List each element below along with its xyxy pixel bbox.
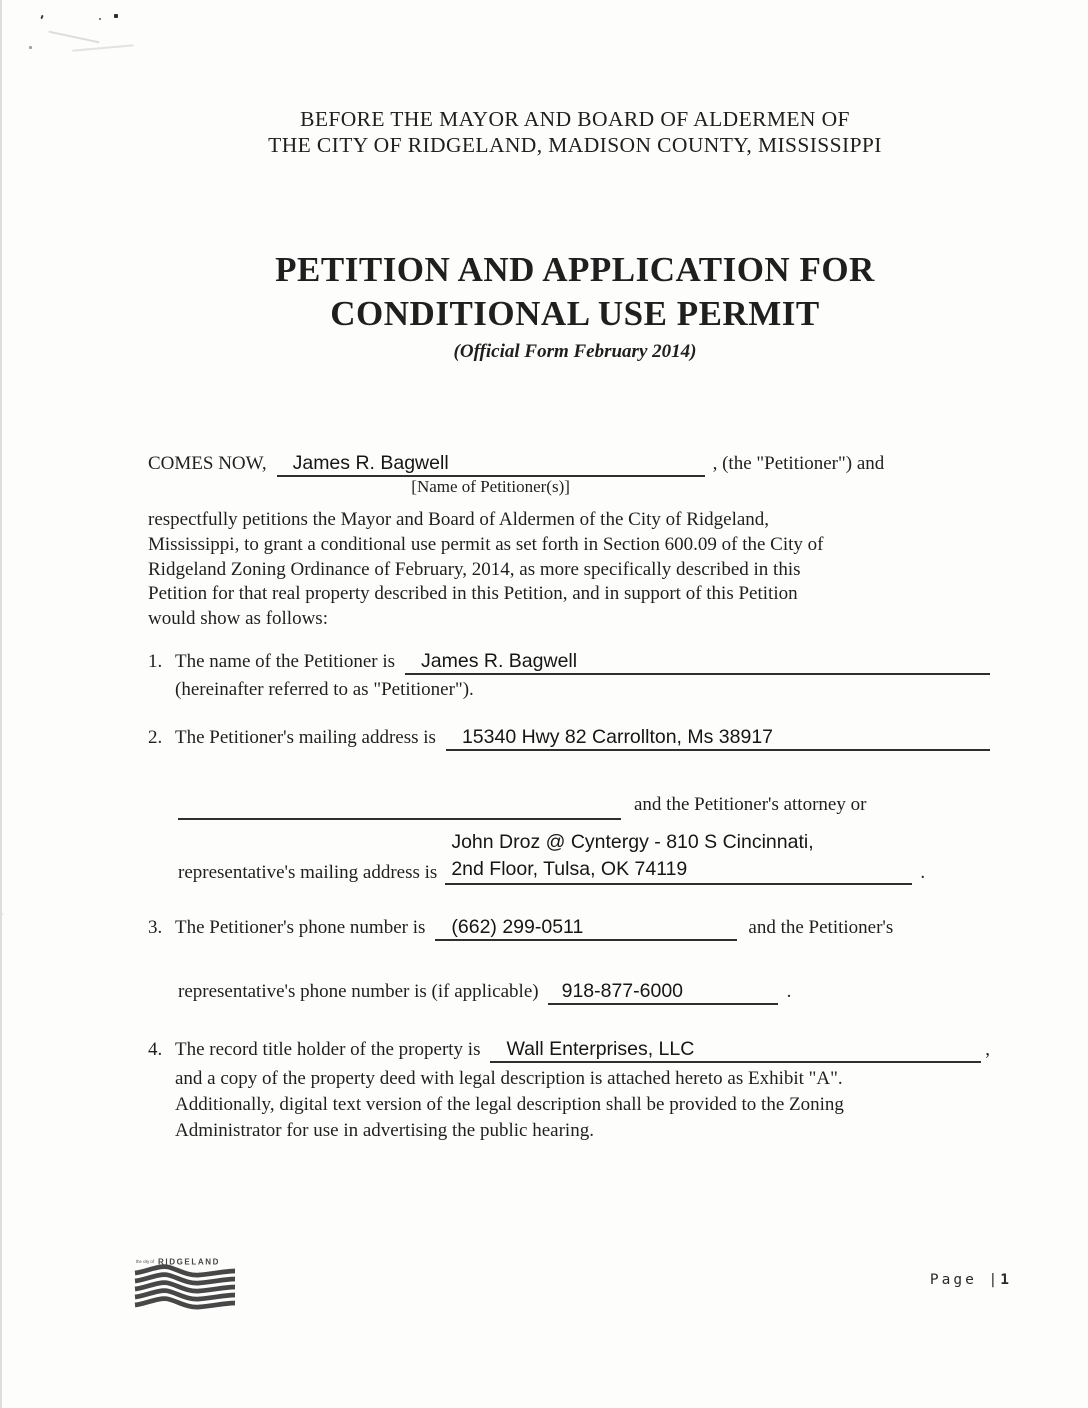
- item-2-label: The Petitioner's mailing address is: [175, 727, 436, 748]
- rep-mailing-label: representative's mailing address is: [178, 862, 438, 883]
- scan-edge-shadow: [0, 0, 2, 1408]
- item-4-number: 4.: [148, 1039, 163, 1060]
- rep-phone-field: [548, 980, 778, 1005]
- scan-artifact: [48, 31, 99, 43]
- item-3-phone-value: (662) 299-0511: [451, 916, 584, 938]
- item-3-connector: and the Petitioner's: [748, 917, 894, 938]
- item-4-record-title-holder: [148, 1038, 990, 1144]
- item-4-holder-field: [490, 1038, 981, 1063]
- title-line1: PETITION AND APPLICATION FOR: [275, 250, 875, 289]
- court-header-line1: BEFORE THE MAYOR AND BOARD OF ALDERMEN OF: [300, 107, 850, 131]
- item-4-body-line: Additionally, digital text version of the legal description shall be provided to the Zoning: [175, 1094, 844, 1115]
- item-4-holder-value: Wall Enterprises, LLC: [506, 1038, 695, 1060]
- title-subtitle: (Official Form February 2014): [453, 341, 697, 362]
- item-2-mailing-address: [148, 726, 990, 751]
- item-2-address-field: [446, 726, 990, 751]
- scan-artifact: [99, 18, 101, 20]
- page-number-value: 1: [1000, 1272, 1010, 1288]
- item-1-petitioner-name: [148, 650, 990, 701]
- item-4-body-line: and a copy of the property deed with legal description is attached hereto as Exhibit "A".: [175, 1068, 843, 1089]
- opening-paragraph: [148, 508, 1008, 632]
- attorney-address-section: [178, 792, 990, 885]
- paragraph-line: Ridgeland Zoning Ordinance of February, 2014, as more specifically described in this: [148, 558, 801, 580]
- petitioner-name-value: James R. Bagwell: [292, 452, 449, 474]
- item-4-comma: ,: [985, 1039, 990, 1060]
- item-3-phone-number: [148, 916, 990, 941]
- item-1-number: 1.: [148, 651, 163, 672]
- rep-phone-period: .: [786, 981, 792, 1002]
- paragraph-line: would show as follows:: [148, 608, 328, 630]
- item-1-name-value: James R. Bagwell: [421, 650, 578, 672]
- item-1-label: The name of the Petitioner is: [175, 651, 396, 672]
- rep-mailing-field: [445, 829, 912, 885]
- scan-artifact: [72, 44, 134, 51]
- scan-artifact: [0, 880, 6, 916]
- page-separator: |: [988, 1272, 1001, 1288]
- rep-phone-value: 918-877-6000: [561, 980, 684, 1002]
- paragraph-line: Mississippi, to grant a conditional use permit as set forth in Section 600.09 of the City of: [148, 533, 824, 555]
- rep-phone-label: representative's phone number is (if applicable): [178, 981, 539, 1002]
- logo-name: RIDGELAND: [158, 1257, 220, 1267]
- rep-mailing-value-line1: John Droz @ Cyntergy - 810 S Cincinnati,: [451, 831, 814, 853]
- paragraph-line: Petition for that real property described in this Petition, and in support of this Petition: [148, 583, 798, 605]
- scan-artifact: [114, 14, 118, 18]
- page-number: [880, 1272, 1010, 1288]
- wave-icon: [135, 1267, 235, 1307]
- after-name-text: , (the "Petitioner") and: [712, 453, 885, 474]
- court-header: [60, 106, 1088, 158]
- item-3-phone-field: [435, 916, 737, 941]
- scan-artifact: [29, 46, 32, 49]
- rep-mailing-value-line2: 2nd Floor, Tulsa, OK 74119: [451, 858, 688, 880]
- item-4-label: The record title holder of the property is: [175, 1039, 481, 1060]
- item-2-address-value: 15340 Hwy 82 Carrollton, Ms 38917: [461, 726, 774, 748]
- document-title: [60, 248, 1088, 363]
- blank-underline-field: [178, 792, 621, 820]
- comes-now-section: [148, 452, 1000, 496]
- item-1-name-field: [405, 650, 990, 675]
- rep-mailing-period: .: [920, 862, 926, 883]
- court-header-line2: THE CITY OF RIDGELAND, MADISON COUNTY, MISSISSIPPI: [268, 133, 882, 157]
- item-3-label: The Petitioner's phone number is: [175, 917, 426, 938]
- item-3-number: 3.: [148, 917, 163, 938]
- rep-phone-section: [178, 980, 990, 1005]
- page-word: Page: [929, 1272, 977, 1288]
- scan-artifact: [40, 15, 43, 19]
- paragraph-line: respectfully petitions the Mayor and Board of Aldermen of the City of Ridgeland,: [148, 509, 770, 530]
- title-line2: CONDITIONAL USE PERMIT: [330, 294, 820, 333]
- city-of-ridgeland-logo-icon: [133, 1256, 237, 1314]
- name-of-petitioner-caption: [Name of Petitioner(s)]: [411, 477, 570, 496]
- item-1-continuation: (hereinafter referred to as "Petitioner").: [175, 679, 474, 700]
- ridgeland-logo: [133, 1256, 237, 1314]
- petitioner-name-field: [277, 452, 705, 496]
- logo-tagline: the city of: [136, 1259, 154, 1264]
- item-2-number: 2.: [148, 727, 163, 748]
- item-4-body-line: Administrator for use in advertising the public hearing.: [175, 1120, 594, 1141]
- attorney-intro-text: and the Petitioner's attorney or: [634, 794, 867, 815]
- comes-now-label: COMES NOW,: [148, 453, 267, 474]
